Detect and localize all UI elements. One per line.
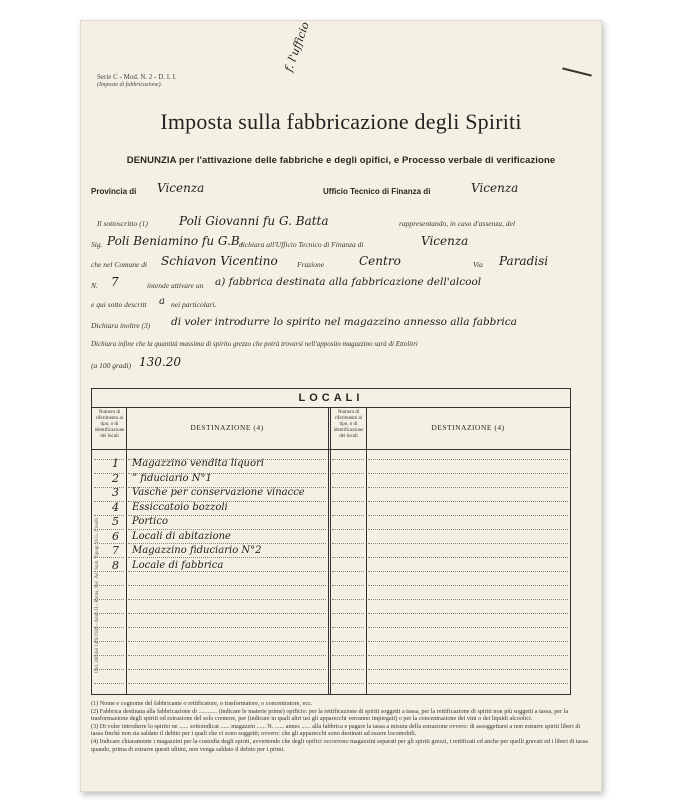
subtitle-bold: DENUNZIA xyxy=(126,155,177,166)
ruled-line xyxy=(368,585,568,586)
provincia-value: Vicenza xyxy=(157,181,205,195)
ruled-line xyxy=(332,571,364,572)
infine-row xyxy=(91,340,591,352)
gradi-value: 130.20 xyxy=(139,355,181,369)
footnote: (2) Fabbrica destinata alla fabbricazione di ............ (indicare le materie prime) opificio: per la rettificazione di spiriti soggetti a tassa, per la rettificazione di spiriti non più soggetti a tassa, per la trasformazione degli spiriti od estrazione del solo cremore, per (indicare in quali altri usi gli apparecchi verranno impiegati) o per la concentrazione dei vini o dei liquidi alcoolici. xyxy=(91,707,569,723)
ruled-line xyxy=(368,557,568,558)
ruled-line xyxy=(332,683,364,684)
ruled-line xyxy=(368,515,568,516)
header-rule xyxy=(92,449,570,450)
inoltre-label: Dichiara inoltre (3) xyxy=(91,321,151,330)
sig-label: Sig. xyxy=(91,240,103,249)
ruled-line xyxy=(128,543,326,544)
sig-value: Poli Beniamino fu G.B. xyxy=(107,234,244,248)
table-center-divider xyxy=(328,407,331,694)
row-destination: Essiccatoio bozzoli xyxy=(132,501,228,513)
ruled-line xyxy=(332,487,364,488)
series-subline: (Imposte di fabbricazione). xyxy=(97,82,163,88)
ruled-line xyxy=(94,501,124,502)
ruled-line xyxy=(368,683,568,684)
row-number: 7 xyxy=(112,544,119,557)
ruled-line xyxy=(332,557,364,558)
row-number: 3 xyxy=(112,486,119,499)
locali-table xyxy=(91,388,571,695)
sottoscritto-value: Poli Giovanni fu G. Batta xyxy=(179,214,329,228)
footnotes xyxy=(91,700,589,753)
gradi-row xyxy=(91,355,591,373)
descritto-value: a xyxy=(159,296,165,307)
row-destination: Locali di abitazione xyxy=(132,530,231,542)
row-number: 2 xyxy=(112,471,119,485)
provincia-row xyxy=(91,181,591,201)
subtitle-rest: per l'attivazione delle fabbriche e degli opifici, e Processo verbale di verificazione xyxy=(179,155,556,166)
right-destination-header: DESTINAZIONE (4) xyxy=(431,423,505,432)
ruled-line xyxy=(332,627,364,628)
ruled-line xyxy=(94,683,124,684)
ruled-line xyxy=(94,473,124,474)
via-value: Paradisi xyxy=(499,254,549,268)
footnote: (1) Nome e cognome del fabbricante o rettificatore, o trasformatore, o concentratore, ecc. xyxy=(91,700,313,707)
form-series-label xyxy=(97,73,177,89)
ruled-line xyxy=(128,613,326,614)
ruled-line xyxy=(332,459,364,460)
left-number-header: Numero di riferimento al tipo, o di identificazione dei locali xyxy=(94,410,125,439)
ruled-line xyxy=(368,627,568,628)
sig-mid: dichiara all'Ufficio Tecnico di Finanza di xyxy=(239,240,364,249)
row-destination: Locale di fabbrica xyxy=(132,559,224,571)
comune-value: Schiavon Vicentino xyxy=(161,254,278,268)
ruled-line xyxy=(368,571,568,572)
descritto-label: e qui sotto descritt xyxy=(91,300,147,309)
ruled-line xyxy=(332,529,364,530)
printer-credit: Ord. 266 del 14/9/1926 - Anno II - Roma, Soc. An. Stab. Tipogr. di G. Civelli xyxy=(95,517,100,673)
row-destination: Magazzino fiduciario N°2 xyxy=(132,545,262,556)
numero-label: N. xyxy=(91,281,98,290)
handwritten-top-note: f. l'ufficio xyxy=(282,20,312,74)
ruled-line xyxy=(368,501,568,502)
inoltre-row xyxy=(91,315,591,333)
table-divider xyxy=(366,407,367,694)
ruled-line xyxy=(94,459,124,460)
ruled-line xyxy=(128,683,326,684)
ruled-line xyxy=(368,529,568,530)
provincia-label: Provincia di xyxy=(91,187,137,196)
ruled-line xyxy=(332,613,364,614)
row-destination: Vasche per conservazione vinacce xyxy=(132,487,305,498)
sig-value2: Vicenza xyxy=(421,234,469,248)
ruled-line xyxy=(368,655,568,656)
document-subtitle xyxy=(81,155,601,166)
inoltre-value: di voler introdurre lo spirito nel magazzino annesso alla fabbrica xyxy=(171,316,517,328)
ruled-line xyxy=(128,627,326,628)
ruled-line xyxy=(332,473,364,474)
row-number: 8 xyxy=(112,558,119,572)
ruled-line xyxy=(368,613,568,614)
ruled-line xyxy=(128,655,326,656)
ruled-line xyxy=(128,585,326,586)
sottoscritto-row xyxy=(91,214,591,232)
numero-value2: a) fabbrica destinata alla fabbricazione dell'alcool xyxy=(215,276,482,288)
footnote: (3) Di voler introdurre lo spirito ne ...... sottoindicat ...... magazzin ...... N. ...... annes ...... alla fabbrica e pagare la tassa a misura della estrazione ovvero: di assoggettarsi a non estrarre spiriti liberi di tassa finchè non sia saldato il debito per i quali che vi sono soggetti; ovvero: che gli apparecchi sono destinati ad essere locomobili. xyxy=(91,722,581,738)
ruled-line xyxy=(368,641,568,642)
descritto-row xyxy=(91,295,591,311)
sottoscritto-after: rappresentando, in caso d'assenza, del xyxy=(399,219,515,228)
row-number: 5 xyxy=(112,515,119,528)
series-line: Serie C - Mod. N. 2 - D. I. I. xyxy=(97,73,177,81)
ruled-line xyxy=(94,515,124,516)
left-destination-header: DESTINAZIONE (4) xyxy=(190,423,264,432)
right-number-header: Numero di riferimento al tipo, o di identificazione dei locali xyxy=(333,410,364,439)
ruled-line xyxy=(332,501,364,502)
comune-label: che nel Comune di xyxy=(91,260,148,269)
table-divider xyxy=(126,407,127,694)
ruled-line xyxy=(128,641,326,642)
ruled-line xyxy=(332,599,364,600)
comune-row xyxy=(91,254,591,272)
ruled-line xyxy=(368,459,568,460)
descritto-after: nei particolari. xyxy=(171,300,217,309)
ruled-line xyxy=(368,473,568,474)
numero-value: 7 xyxy=(111,275,119,289)
ruled-line xyxy=(128,599,326,600)
via-label: Via xyxy=(473,260,483,269)
ruled-line xyxy=(368,543,568,544)
ruled-line xyxy=(368,599,568,600)
gradi-label: (a 100 gradi) xyxy=(91,361,131,370)
ruled-line xyxy=(332,655,364,656)
ruled-line xyxy=(332,585,364,586)
numero-row xyxy=(91,275,591,293)
row-number: 4 xyxy=(112,500,119,514)
frazione-value: Centro xyxy=(359,254,401,268)
frazione-label: Frazione xyxy=(297,260,325,269)
document-page xyxy=(80,20,602,792)
ruled-line xyxy=(94,487,124,488)
row-number: 6 xyxy=(112,529,119,543)
ruled-line xyxy=(368,669,568,670)
numero-mid: intende attivare un xyxy=(147,281,204,290)
sig-row xyxy=(91,234,591,252)
row-destination: ” fiduciario N°1 xyxy=(132,472,212,484)
ruled-line xyxy=(128,571,326,572)
footnote: (4) Indicare chiaramente i magazzini per la custodia degli spiriti, avvertendo che degli opifici occorrono magazzini separati per gli spiriti grezzi, i rettificati ed anche per quelli gravati ed i liberi di tassa quando, prima di estrarre questi ultimi, non venga saldato il debito per i primi. xyxy=(91,737,588,753)
ruled-line xyxy=(332,669,364,670)
row-destination: Portico xyxy=(132,516,168,527)
ruled-line xyxy=(368,487,568,488)
document-title: Imposta sulla fabbricazione degli Spiriti xyxy=(160,109,522,134)
ufficio-label: Ufficio Tecnico di Finanza di xyxy=(323,187,431,196)
table-heading: LOCALI xyxy=(92,389,570,408)
infine-text: Dichiara infine che la quantità massima di spirito grezzo che potrà trovarsi nell'apposito magazzino sarà di Ettolitri xyxy=(91,340,418,348)
row-destination: Magazzino vendita liquori xyxy=(132,458,264,469)
ruled-line xyxy=(332,641,364,642)
ruled-line xyxy=(128,669,326,670)
ruled-line xyxy=(332,515,364,516)
sottoscritto-label: Il sottoscritto (1) xyxy=(97,219,148,228)
row-number: 1 xyxy=(112,457,119,470)
ruled-line xyxy=(332,543,364,544)
pen-stroke-mark xyxy=(562,67,592,76)
ufficio-value: Vicenza xyxy=(471,181,519,195)
ruled-line xyxy=(128,557,326,558)
